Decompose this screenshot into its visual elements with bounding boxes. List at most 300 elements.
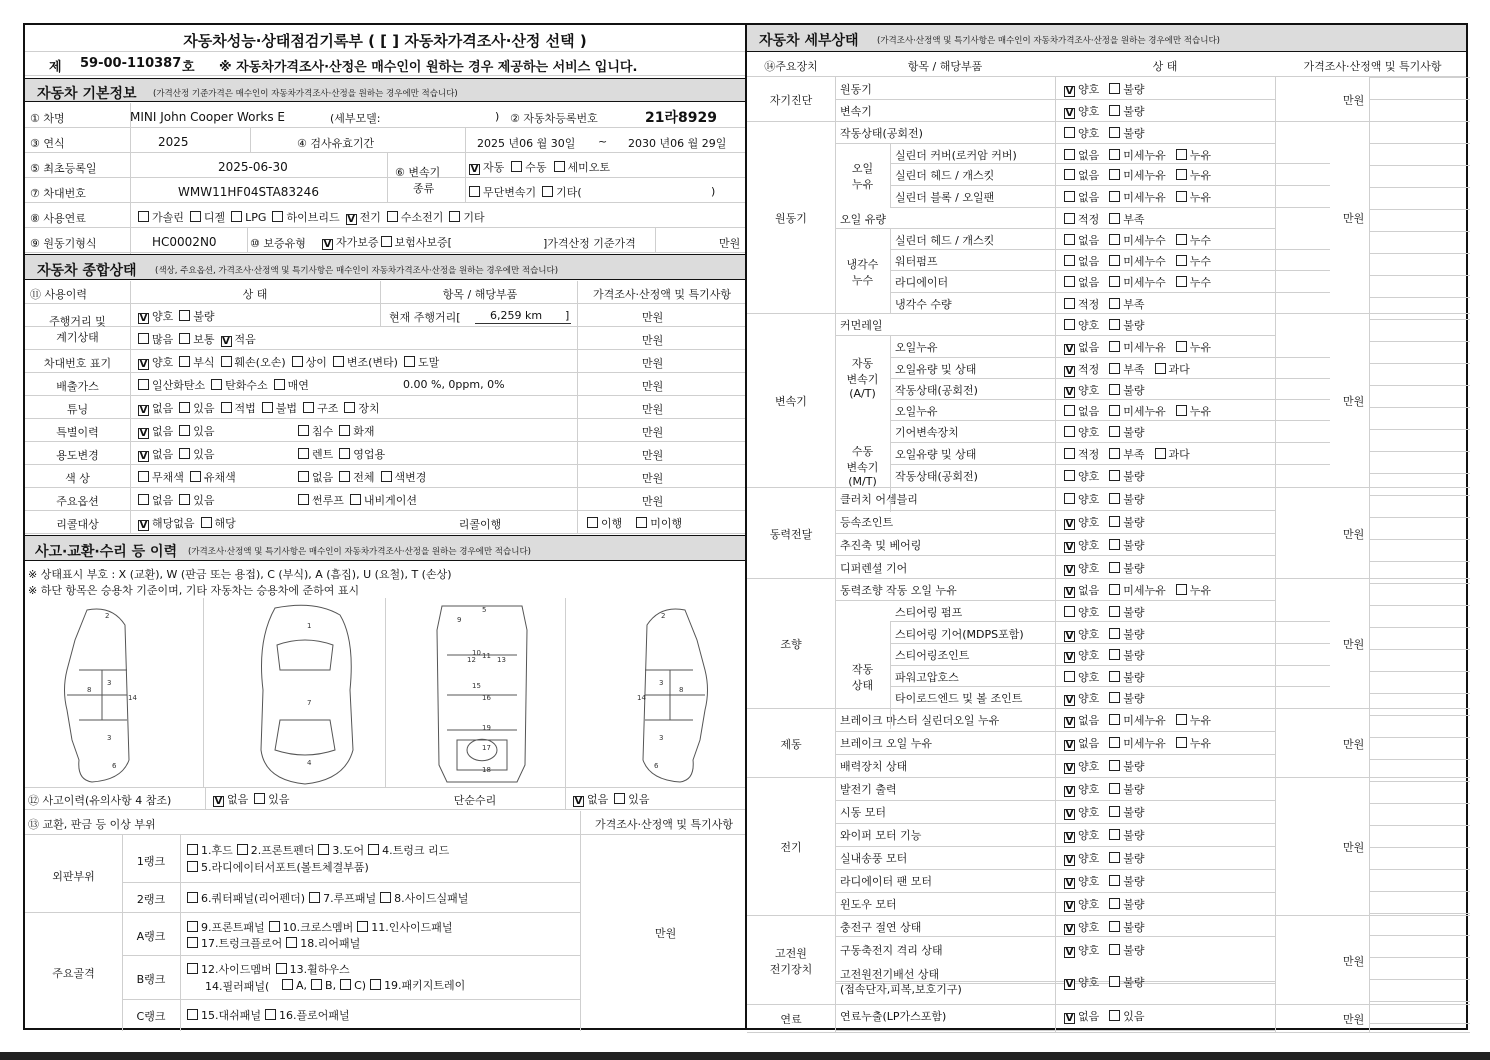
rankA-opts-2-option[interactable] bbox=[286, 935, 360, 951]
detail-state-opts-option[interactable] bbox=[1064, 274, 1099, 290]
trans-opts-1-checkbox[interactable] bbox=[554, 161, 565, 172]
overall-row-opts-option[interactable] bbox=[262, 400, 297, 416]
rank1-opts-2-checkbox[interactable] bbox=[187, 861, 198, 872]
detail-state-opts-option[interactable] bbox=[1064, 103, 1099, 119]
detail-state-opts-option[interactable] bbox=[1064, 735, 1099, 751]
overall-row-opts-checkbox[interactable] bbox=[404, 356, 415, 367]
detail-state-opts-option[interactable] bbox=[1109, 604, 1144, 620]
overall-row-opts-option[interactable] bbox=[303, 400, 338, 416]
rankA-opts-2-checkbox[interactable] bbox=[286, 937, 297, 948]
trans-opts-2-option[interactable] bbox=[542, 184, 582, 200]
trans-opts-1-option[interactable] bbox=[554, 159, 611, 175]
overall-row-opts2-option[interactable] bbox=[350, 492, 417, 508]
rank2-opts-option[interactable] bbox=[309, 890, 376, 906]
detail-state-opts-checkbox[interactable] bbox=[1064, 671, 1075, 682]
detail-state-opts-option[interactable] bbox=[1109, 296, 1144, 312]
trans-opts-1-option[interactable] bbox=[469, 159, 504, 175]
detail-state-opts-checkbox[interactable] bbox=[1109, 671, 1120, 682]
detail-state-opts-option[interactable] bbox=[1109, 735, 1166, 751]
overall-row-opts2-checkbox[interactable] bbox=[298, 471, 309, 482]
detail-state-opts-option[interactable] bbox=[1064, 582, 1099, 598]
overall-row-opts-checkbox[interactable] bbox=[179, 356, 190, 367]
overall-row-opts-checkbox[interactable] bbox=[179, 425, 190, 436]
detail-state-opts-option[interactable] bbox=[1109, 253, 1166, 269]
overall-row-opts-option[interactable] bbox=[138, 469, 184, 485]
detail-state-opts-checkbox[interactable] bbox=[1109, 191, 1120, 202]
mileage-state-1-option[interactable] bbox=[138, 308, 173, 324]
detail-state-opts-checkbox[interactable] bbox=[1109, 426, 1120, 437]
rank2-opts-checkbox[interactable] bbox=[380, 892, 391, 903]
recall-done-opts-checkbox[interactable] bbox=[636, 517, 647, 528]
overall-row-opts-checkbox[interactable]: V bbox=[139, 405, 148, 416]
rank2-opts-option[interactable] bbox=[380, 890, 468, 906]
rankB-opts-2-option[interactable] bbox=[282, 979, 307, 992]
detail-state-opts-checkbox[interactable] bbox=[1064, 191, 1075, 202]
recall-opts-checkbox[interactable]: V bbox=[139, 520, 148, 531]
overall-row-opts-option[interactable] bbox=[211, 377, 268, 393]
detail-state-opts-checkbox[interactable] bbox=[1109, 276, 1120, 287]
detail-state-opts-option[interactable] bbox=[1064, 712, 1099, 728]
detail-state-opts-checkbox[interactable] bbox=[1176, 714, 1187, 725]
detail-state-opts-option[interactable] bbox=[1064, 804, 1099, 820]
overall-row-opts-option[interactable] bbox=[179, 423, 214, 439]
detail-state-opts-checkbox[interactable]: V bbox=[1065, 924, 1074, 935]
detail-state-opts-option[interactable] bbox=[1109, 468, 1144, 484]
overall-row-opts2-option[interactable] bbox=[298, 469, 333, 485]
detail-state-opts-checkbox[interactable] bbox=[1109, 127, 1120, 138]
detail-state-opts-option[interactable] bbox=[1176, 403, 1211, 419]
overall-row-opts-checkbox[interactable] bbox=[333, 356, 344, 367]
detail-state-opts-option[interactable] bbox=[1064, 537, 1099, 553]
detail-state-opts-option[interactable] bbox=[1064, 211, 1099, 227]
detail-state-opts-option[interactable] bbox=[1109, 232, 1166, 248]
rank1-opts-2-option[interactable] bbox=[187, 859, 369, 875]
detail-state-opts-checkbox[interactable] bbox=[1109, 105, 1120, 116]
trans-opts-1-option[interactable] bbox=[511, 159, 546, 175]
overall-row-opts2-option[interactable] bbox=[298, 446, 333, 462]
overall-row-opts-option[interactable] bbox=[221, 400, 256, 416]
fuel-opts-checkbox[interactable] bbox=[449, 211, 460, 222]
warranty-opts-option[interactable] bbox=[322, 234, 379, 250]
fuel-opts-option[interactable] bbox=[138, 209, 184, 225]
rankC-opts-checkbox[interactable] bbox=[187, 1009, 198, 1020]
detail-state-opts-option[interactable] bbox=[1064, 382, 1099, 398]
detail-state-opts-option[interactable] bbox=[1109, 537, 1144, 553]
accident-history-opts-option[interactable] bbox=[254, 791, 289, 807]
detail-state-opts-option[interactable] bbox=[1064, 339, 1099, 355]
detail-state-opts-option[interactable] bbox=[1064, 81, 1099, 97]
detail-state-opts-checkbox[interactable] bbox=[1109, 606, 1120, 617]
detail-state-opts-checkbox[interactable]: V bbox=[1065, 809, 1074, 820]
warranty-opts-option[interactable] bbox=[381, 234, 452, 250]
detail-state-opts-option[interactable] bbox=[1176, 253, 1211, 269]
detail-state-opts-option[interactable] bbox=[1155, 446, 1190, 462]
detail-state-opts-checkbox[interactable] bbox=[1109, 806, 1120, 817]
detail-state-opts-checkbox[interactable] bbox=[1109, 944, 1120, 955]
simple-repair-opts-checkbox[interactable]: V bbox=[574, 796, 583, 807]
detail-state-opts-checkbox[interactable]: V bbox=[1065, 519, 1074, 530]
detail-state-opts-option[interactable] bbox=[1064, 403, 1099, 419]
detail-state-opts-checkbox[interactable] bbox=[1109, 83, 1120, 94]
detail-state-opts-option[interactable] bbox=[1064, 758, 1099, 774]
overall-row-opts-checkbox[interactable] bbox=[292, 356, 303, 367]
detail-state-opts-option[interactable] bbox=[1109, 274, 1166, 290]
rank1-opts-1-option[interactable] bbox=[187, 842, 233, 858]
detail-state-opts-checkbox[interactable] bbox=[1064, 255, 1075, 266]
detail-state-opts-option[interactable] bbox=[1064, 491, 1099, 507]
recall-done-opts-option[interactable] bbox=[636, 515, 682, 531]
detail-state-opts-option[interactable] bbox=[1064, 560, 1099, 576]
detail-state-opts-checkbox[interactable]: V bbox=[1065, 344, 1074, 355]
recall-opts-option[interactable] bbox=[138, 515, 195, 531]
detail-state-opts-checkbox[interactable] bbox=[1109, 1010, 1120, 1021]
detail-state-opts-option[interactable] bbox=[1064, 317, 1099, 333]
rank2-opts-checkbox[interactable] bbox=[187, 892, 198, 903]
detail-state-opts-checkbox[interactable] bbox=[1109, 829, 1120, 840]
overall-row-opts2-option[interactable] bbox=[298, 423, 333, 439]
detail-state-opts-checkbox[interactable]: V bbox=[1065, 565, 1074, 576]
detail-state-opts-checkbox[interactable] bbox=[1176, 341, 1187, 352]
detail-state-opts-option[interactable] bbox=[1109, 827, 1144, 843]
detail-state-opts-option[interactable] bbox=[1064, 873, 1099, 889]
overall-row-opts-checkbox[interactable] bbox=[179, 494, 190, 505]
detail-state-opts-option[interactable] bbox=[1109, 582, 1166, 598]
overall-row-opts2-option[interactable] bbox=[339, 469, 374, 485]
overall-row-opts2-checkbox[interactable] bbox=[298, 448, 309, 459]
rankB-opts-2-checkbox[interactable] bbox=[370, 979, 381, 990]
detail-state-opts-option[interactable] bbox=[1064, 781, 1099, 797]
rank2-opts-option[interactable] bbox=[187, 890, 305, 906]
detail-state-opts-checkbox[interactable] bbox=[1109, 976, 1120, 987]
detail-state-opts-checkbox[interactable] bbox=[1109, 169, 1120, 180]
overall-row-opts-checkbox[interactable]: V bbox=[139, 428, 148, 439]
overall-row-opts-option[interactable] bbox=[404, 354, 439, 370]
overall-row-opts-option[interactable] bbox=[333, 354, 398, 370]
detail-state-opts-checkbox[interactable]: V bbox=[1065, 86, 1074, 97]
detail-state-opts-checkbox[interactable] bbox=[1109, 213, 1120, 224]
fuel-opts-checkbox[interactable]: V bbox=[347, 214, 355, 225]
detail-state-opts-option[interactable] bbox=[1064, 974, 1099, 990]
rankB-opts-2-checkbox[interactable] bbox=[282, 979, 293, 990]
rank1-opts-1-option[interactable] bbox=[237, 842, 315, 858]
overall-row-opts-option[interactable] bbox=[138, 423, 173, 439]
detail-state-opts-checkbox[interactable]: V bbox=[1065, 366, 1074, 377]
recall-done-opts-checkbox[interactable] bbox=[587, 517, 598, 528]
rankC-opts-checkbox[interactable] bbox=[265, 1009, 276, 1020]
detail-state-opts-checkbox[interactable] bbox=[1109, 341, 1120, 352]
detail-state-opts-option[interactable] bbox=[1064, 296, 1099, 312]
rank1-opts-1-checkbox[interactable] bbox=[318, 844, 329, 855]
detail-state-opts-option[interactable] bbox=[1109, 317, 1144, 333]
mileage-state-2-checkbox[interactable] bbox=[179, 333, 190, 344]
detail-state-opts-checkbox[interactable] bbox=[1064, 448, 1075, 459]
warranty-opts-checkbox[interactable]: V bbox=[323, 239, 332, 250]
rankC-opts-option[interactable] bbox=[265, 1007, 350, 1023]
detail-state-opts-checkbox[interactable] bbox=[1109, 448, 1120, 459]
detail-state-opts-option[interactable] bbox=[1109, 942, 1144, 958]
detail-state-opts-option[interactable] bbox=[1064, 514, 1099, 530]
detail-state-opts-checkbox[interactable] bbox=[1109, 319, 1120, 330]
overall-row-opts-option[interactable] bbox=[138, 446, 173, 462]
detail-state-opts-option[interactable] bbox=[1064, 147, 1099, 163]
overall-row-opts-option[interactable] bbox=[274, 377, 309, 393]
detail-state-opts-option[interactable] bbox=[1176, 167, 1211, 183]
overall-row-opts-option[interactable] bbox=[138, 400, 173, 416]
detail-state-opts-checkbox[interactable]: V bbox=[1065, 786, 1074, 797]
detail-state-opts-option[interactable] bbox=[1109, 873, 1144, 889]
detail-state-opts-checkbox[interactable] bbox=[1109, 493, 1120, 504]
detail-state-opts-option[interactable] bbox=[1064, 942, 1099, 958]
rank1-opts-1-option[interactable] bbox=[318, 842, 364, 858]
overall-row-opts2-checkbox[interactable] bbox=[339, 471, 350, 482]
detail-state-opts-option[interactable] bbox=[1109, 103, 1144, 119]
detail-state-opts-option[interactable] bbox=[1109, 758, 1144, 774]
detail-state-opts-option[interactable] bbox=[1109, 1008, 1144, 1024]
detail-state-opts-checkbox[interactable] bbox=[1064, 319, 1075, 330]
detail-state-opts-checkbox[interactable]: V bbox=[1065, 387, 1074, 398]
overall-row-opts-checkbox[interactable] bbox=[221, 402, 232, 413]
rankA-opts-1-option[interactable] bbox=[187, 919, 265, 935]
detail-state-opts-checkbox[interactable] bbox=[1109, 760, 1120, 771]
detail-state-opts-checkbox[interactable]: V bbox=[1065, 855, 1074, 866]
detail-state-opts-checkbox[interactable] bbox=[1109, 898, 1120, 909]
detail-state-opts-checkbox[interactable] bbox=[1176, 149, 1187, 160]
detail-state-opts-checkbox[interactable]: V bbox=[1065, 717, 1074, 728]
rank2-opts-checkbox[interactable] bbox=[309, 892, 320, 903]
detail-state-opts-checkbox[interactable] bbox=[1064, 234, 1075, 245]
detail-state-opts-option[interactable] bbox=[1176, 147, 1211, 163]
trans-opts-2-checkbox[interactable] bbox=[469, 186, 480, 197]
fuel-opts-option[interactable] bbox=[272, 209, 339, 225]
rankB-opts-1-option[interactable] bbox=[187, 961, 272, 977]
detail-state-opts-checkbox[interactable]: V bbox=[1065, 652, 1074, 663]
detail-state-opts-option[interactable] bbox=[1109, 712, 1166, 728]
detail-state-opts-checkbox[interactable]: V bbox=[1065, 763, 1074, 774]
detail-state-opts-checkbox[interactable] bbox=[1109, 783, 1120, 794]
detail-state-opts-checkbox[interactable] bbox=[1064, 298, 1075, 309]
overall-row-opts2-checkbox[interactable] bbox=[298, 494, 309, 505]
detail-state-opts-option[interactable] bbox=[1109, 339, 1166, 355]
detail-state-opts-checkbox[interactable] bbox=[1176, 191, 1187, 202]
overall-row-opts-checkbox[interactable] bbox=[190, 471, 201, 482]
detail-state-opts-option[interactable] bbox=[1064, 604, 1099, 620]
detail-state-opts-option[interactable] bbox=[1109, 781, 1144, 797]
detail-state-opts-option[interactable] bbox=[1064, 361, 1099, 377]
rank1-opts-1-checkbox[interactable] bbox=[237, 844, 248, 855]
warranty-opts-checkbox[interactable] bbox=[381, 236, 392, 247]
fuel-opts-checkbox[interactable] bbox=[190, 211, 201, 222]
detail-state-opts-option[interactable] bbox=[1064, 919, 1099, 935]
detail-state-opts-option[interactable] bbox=[1109, 189, 1166, 205]
detail-state-opts-checkbox[interactable] bbox=[1109, 405, 1120, 416]
mileage-state-2-option[interactable] bbox=[179, 331, 214, 347]
overall-row-opts-option[interactable] bbox=[292, 354, 327, 370]
detail-state-opts-option[interactable] bbox=[1064, 424, 1099, 440]
accident-history-opts-checkbox[interactable] bbox=[254, 793, 265, 804]
overall-row-opts-checkbox[interactable]: V bbox=[139, 359, 148, 370]
detail-state-opts-checkbox[interactable] bbox=[1064, 127, 1075, 138]
fuel-opts-checkbox[interactable] bbox=[138, 211, 149, 222]
fuel-opts-option[interactable] bbox=[231, 211, 266, 224]
overall-row-opts2-checkbox[interactable] bbox=[339, 425, 350, 436]
rankC-opts-option[interactable] bbox=[187, 1007, 261, 1023]
mileage-state-1-checkbox[interactable] bbox=[179, 310, 190, 321]
mileage-state-1-option[interactable] bbox=[179, 308, 214, 324]
detail-state-opts-option[interactable] bbox=[1176, 189, 1211, 205]
overall-row-opts2-option[interactable] bbox=[339, 423, 374, 439]
rankA-opts-1-option[interactable] bbox=[269, 919, 354, 935]
detail-state-opts-checkbox[interactable] bbox=[1176, 405, 1187, 416]
mileage-state-1-checkbox[interactable]: V bbox=[139, 313, 148, 324]
detail-state-opts-option[interactable] bbox=[1109, 514, 1144, 530]
detail-state-opts-option[interactable] bbox=[1109, 804, 1144, 820]
detail-state-opts-checkbox[interactable] bbox=[1109, 852, 1120, 863]
detail-state-opts-checkbox[interactable] bbox=[1176, 255, 1187, 266]
detail-state-opts-option[interactable] bbox=[1109, 690, 1144, 706]
simple-repair-opts-option[interactable] bbox=[614, 791, 649, 807]
detail-state-opts-checkbox[interactable] bbox=[1109, 875, 1120, 886]
fuel-opts-checkbox[interactable] bbox=[231, 211, 242, 222]
detail-state-opts-checkbox[interactable] bbox=[1064, 606, 1075, 617]
detail-state-opts-option[interactable] bbox=[1109, 211, 1144, 227]
detail-state-opts-option[interactable] bbox=[1109, 125, 1144, 141]
detail-state-opts-option[interactable] bbox=[1109, 491, 1144, 507]
detail-state-opts-checkbox[interactable] bbox=[1109, 649, 1120, 660]
overall-row-opts-checkbox[interactable] bbox=[138, 379, 149, 390]
detail-state-opts-option[interactable] bbox=[1064, 189, 1099, 205]
detail-state-opts-option[interactable] bbox=[1109, 147, 1166, 163]
mileage-state-2-option[interactable] bbox=[138, 331, 173, 347]
detail-state-opts-option[interactable] bbox=[1109, 446, 1144, 462]
detail-state-opts-checkbox[interactable]: V bbox=[1065, 542, 1074, 553]
detail-state-opts-checkbox[interactable]: V bbox=[1065, 740, 1074, 751]
overall-row-opts2-option[interactable] bbox=[339, 446, 385, 462]
detail-state-opts-checkbox[interactable]: V bbox=[1065, 832, 1074, 843]
overall-row-opts-option[interactable] bbox=[138, 354, 173, 370]
recall-opts-checkbox[interactable] bbox=[201, 517, 212, 528]
overall-row-opts-option[interactable] bbox=[179, 400, 214, 416]
rankA-opts-1-checkbox[interactable] bbox=[357, 921, 368, 932]
fuel-opts-option[interactable] bbox=[346, 209, 381, 225]
fuel-opts-option[interactable] bbox=[449, 209, 484, 225]
detail-state-opts-checkbox[interactable] bbox=[1109, 737, 1120, 748]
detail-state-opts-option[interactable] bbox=[1109, 167, 1166, 183]
mileage-state-2-option[interactable] bbox=[221, 331, 256, 347]
detail-state-opts-checkbox[interactable] bbox=[1064, 149, 1075, 160]
rankB-opts-2-checkbox[interactable] bbox=[311, 979, 322, 990]
detail-state-opts-option[interactable] bbox=[1109, 647, 1144, 663]
rankB-opts-1-checkbox[interactable] bbox=[276, 963, 287, 974]
detail-state-opts-checkbox[interactable] bbox=[1176, 584, 1187, 595]
recall-opts-option[interactable] bbox=[201, 515, 236, 531]
overall-row-opts-option[interactable] bbox=[179, 354, 214, 370]
overall-row-opts2-checkbox[interactable] bbox=[339, 448, 350, 459]
detail-state-opts-checkbox[interactable] bbox=[1109, 921, 1120, 932]
rankB-opts-1-checkbox[interactable] bbox=[187, 963, 198, 974]
overall-row-opts-option[interactable] bbox=[179, 492, 214, 508]
detail-state-opts-option[interactable] bbox=[1109, 403, 1166, 419]
detail-state-opts-checkbox[interactable]: V bbox=[1065, 901, 1074, 912]
rankB-opts-2-option[interactable] bbox=[370, 977, 465, 993]
detail-state-opts-checkbox[interactable] bbox=[1109, 384, 1120, 395]
overall-row-opts-checkbox[interactable] bbox=[262, 402, 273, 413]
rankA-opts-2-option[interactable] bbox=[187, 935, 282, 951]
trans-opts-2-checkbox[interactable] bbox=[542, 186, 553, 197]
detail-state-opts-option[interactable] bbox=[1064, 626, 1099, 642]
detail-state-opts-checkbox[interactable]: V bbox=[1065, 947, 1074, 958]
detail-state-opts-option[interactable] bbox=[1064, 125, 1099, 141]
detail-state-opts-checkbox[interactable] bbox=[1176, 169, 1187, 180]
simple-repair-opts-option[interactable] bbox=[573, 791, 608, 807]
detail-state-opts-option[interactable] bbox=[1109, 896, 1144, 912]
detail-state-opts-option[interactable] bbox=[1064, 232, 1099, 248]
overall-row-opts2-checkbox[interactable] bbox=[381, 471, 392, 482]
accident-history-opts-option[interactable] bbox=[213, 791, 248, 807]
detail-state-opts-checkbox[interactable] bbox=[1064, 470, 1075, 481]
detail-state-opts-checkbox[interactable]: V bbox=[1065, 1013, 1074, 1024]
overall-row-opts-option[interactable] bbox=[221, 354, 286, 370]
detail-state-opts-checkbox[interactable] bbox=[1109, 470, 1120, 481]
mileage-state-2-checkbox[interactable]: V bbox=[222, 336, 230, 347]
detail-state-opts-option[interactable] bbox=[1155, 361, 1190, 377]
overall-row-opts-option[interactable] bbox=[138, 492, 173, 508]
simple-repair-opts-checkbox[interactable] bbox=[614, 793, 625, 804]
overall-row-opts-option[interactable] bbox=[179, 446, 214, 462]
trans-opts-1-checkbox[interactable]: V bbox=[470, 164, 479, 175]
detail-state-opts-option[interactable] bbox=[1064, 167, 1099, 183]
detail-state-opts-checkbox[interactable] bbox=[1109, 255, 1120, 266]
detail-state-opts-checkbox[interactable] bbox=[1064, 169, 1075, 180]
rank1-opts-1-checkbox[interactable] bbox=[368, 844, 379, 855]
detail-state-opts-checkbox[interactable]: V bbox=[1065, 108, 1074, 119]
detail-state-opts-option[interactable] bbox=[1176, 735, 1211, 751]
detail-state-opts-checkbox[interactable] bbox=[1155, 363, 1166, 374]
detail-state-opts-checkbox[interactable] bbox=[1109, 692, 1120, 703]
overall-row-opts-checkbox[interactable] bbox=[211, 379, 222, 390]
overall-row-opts-checkbox[interactable] bbox=[179, 402, 190, 413]
detail-state-opts-checkbox[interactable]: V bbox=[1065, 587, 1074, 598]
detail-state-opts-option[interactable] bbox=[1064, 690, 1099, 706]
accident-history-opts-checkbox[interactable]: V bbox=[214, 796, 223, 807]
fuel-opts-checkbox[interactable] bbox=[272, 211, 283, 222]
detail-state-opts-option[interactable] bbox=[1109, 81, 1144, 97]
detail-state-opts-checkbox[interactable]: V bbox=[1065, 695, 1074, 706]
detail-state-opts-option[interactable] bbox=[1109, 669, 1144, 685]
overall-row-opts-checkbox[interactable] bbox=[138, 494, 149, 505]
detail-state-opts-option[interactable] bbox=[1109, 361, 1144, 377]
overall-row-opts-checkbox[interactable] bbox=[303, 402, 314, 413]
rankA-opts-1-option[interactable] bbox=[357, 919, 452, 935]
detail-state-opts-checkbox[interactable] bbox=[1155, 448, 1166, 459]
detail-state-opts-option[interactable] bbox=[1064, 896, 1099, 912]
fuel-opts-option[interactable] bbox=[190, 209, 225, 225]
overall-row-opts-option[interactable] bbox=[344, 400, 379, 416]
detail-state-opts-option[interactable] bbox=[1064, 850, 1099, 866]
detail-state-opts-option[interactable] bbox=[1064, 1008, 1099, 1024]
detail-state-opts-checkbox[interactable] bbox=[1064, 405, 1075, 416]
detail-state-opts-checkbox[interactable] bbox=[1064, 276, 1075, 287]
detail-state-opts-checkbox[interactable] bbox=[1109, 298, 1120, 309]
rankB-opts-2-option[interactable] bbox=[340, 979, 366, 992]
detail-state-opts-checkbox[interactable]: V bbox=[1065, 631, 1074, 642]
rankB-opts-2-checkbox[interactable] bbox=[340, 979, 351, 990]
rank1-opts-1-checkbox[interactable] bbox=[187, 844, 198, 855]
overall-row-opts2-checkbox[interactable] bbox=[350, 494, 361, 505]
detail-state-opts-option[interactable] bbox=[1109, 560, 1144, 576]
detail-state-opts-checkbox[interactable]: V bbox=[1065, 878, 1074, 889]
overall-row-opts-checkbox[interactable]: V bbox=[139, 451, 148, 462]
trans-opts-1-checkbox[interactable] bbox=[511, 161, 522, 172]
